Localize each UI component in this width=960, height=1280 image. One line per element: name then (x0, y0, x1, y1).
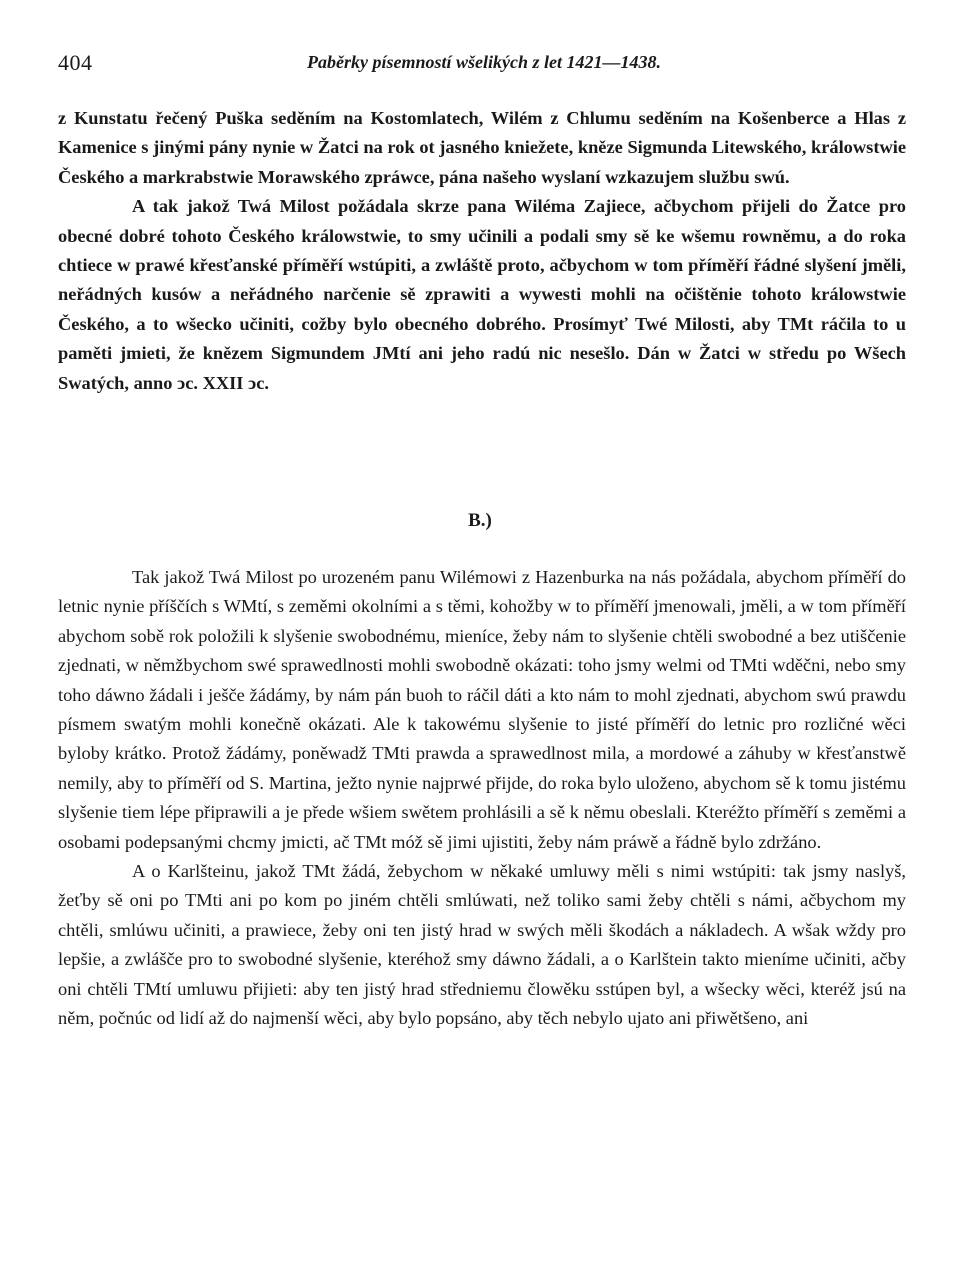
letter-b-paragraph: Tak jakož Twá Milost po urozeném panu Wilémowi z Hazenburka na nás požádala, abychom příměří do letnic nynie příščích s WMtí, s zeměmi okolními a s těmi, kohožby w to příměří jmenowali, jměli, a w tom příměří abychom sobě rok položili k slyšenie swobodnému, mieníce, žeby nám to slyšenie chtěli swobodné a bez utiščenie zjednati, w němžbychom swé sprawedlnosti mohli swobodně okázati: toho jsmy welmi od TMti wděčni, nebo smy toho dáwno žádali i ješče žádámy, by nám pán buoh to ráčil dáti a kto nám to mohl zjednati, abychom swú prawdu písmem swatým mohli konečně okázati. Ale k takowému slyšenie to jisté příměří do letnic pro rozličné wěci byloby krátko. Protož žádámy, poněwadž TMti prawda a sprawedlnost mila, a mordowé a záhuby w křesťanstwě nemily, aby to příměří od S. Martina, ježto nynie najprwé přijde, do roka bylo uloženo, abychom sě k tomu jistému slyšenie tiem lépe připrawili a je přede wšiem swětem prohlásili a sě k němu obeslali. Kteréžto příměří s zeměmi a osobami podepsanými chcmy jmicti, ač TMt móž sě jimi ujistiti, žeby nám práwě a řádně bylo zdržáno. (58, 567, 906, 852)
letter-b-paragraph: A o Karlšteinu, jakož TMt žádá, žebychom w někaké umluwy měli s nimi wstúpiti: tak jsmy naslyš, žeťby sě oni po TMti ani po kom po jiném chtěli smlúwati, než toliko sami žeby chtěli s námi, ačbychom my chtěli, smlúwu učiniti, a prawiece, žeby oni ten jistý hrad w swých měli škodách a nákladech. A wšak wždy pro lepšie, a zwlášče pro to swobodné slyšenie, kteréhož smy dáwno žádali, a o Karlštein takto mieníme učiniti, ačby oni chtěli TMtí umluwu přijieti: aby ten jistý hrad středniemu člowěku sstúpen byl, a wšecky wěci, kteréž jsú na něm, počnúc od lidí až do najmenší wěci, aby bylo popsáno, aby těch nebylo ujato ani přiwětšeno, ani (58, 861, 906, 1029)
letter-a (58, 104, 906, 398)
letter-a-paragraph: z Kunstatu řečený Puška seděním na Kostomlatech, Wilém z Chlumu seděním na Košenberce a Hlas z Kamenice s jinými pány nynie w Žatci na rok ot jasného kniežete, kněze Sigmunda Litewského, králowstwie Českého a markrabstwie Morawského zpráwce, pána našeho wyslaní wzkazujem službu swú. (58, 108, 906, 187)
page-number: 404 (58, 50, 93, 75)
running-title: Paběrky písemností wšelikých z let 1421—1438. (307, 52, 661, 72)
letter-a-paragraph: A tak jakož Twá Milost požádala skrze pana Wiléma Zajiece, ačbychom přijeli do Žatce pro obecné dobré tohoto Českého králowstwie, to smy učinili a podali smy sě ke wšemu rowněmu, a do roka chtiece w prawé křesťanské příměří wstúpiti, a zwláště proto, ačbychom w tom příměří řádné slyšení jměli, neřádných kusów a neřádného narčenie sě zprawiti a wywesti mohli na očištěnie tohoto králowstwie Českého, a to wšecko učiniti, cožby bylo obecného dobrého. Prosímyť Twé Milosti, aby TMt ráčila to u paměti jmieti, že knězem Sigmundem JMtí ani jeho radú nic nesešlo. Dán w Žatci w středu po Wšech Swatých, anno ↄc. XXII ↄc. (58, 196, 906, 393)
letter-b (58, 563, 906, 1034)
section-heading: B.) (468, 510, 492, 531)
page-header (58, 48, 910, 82)
